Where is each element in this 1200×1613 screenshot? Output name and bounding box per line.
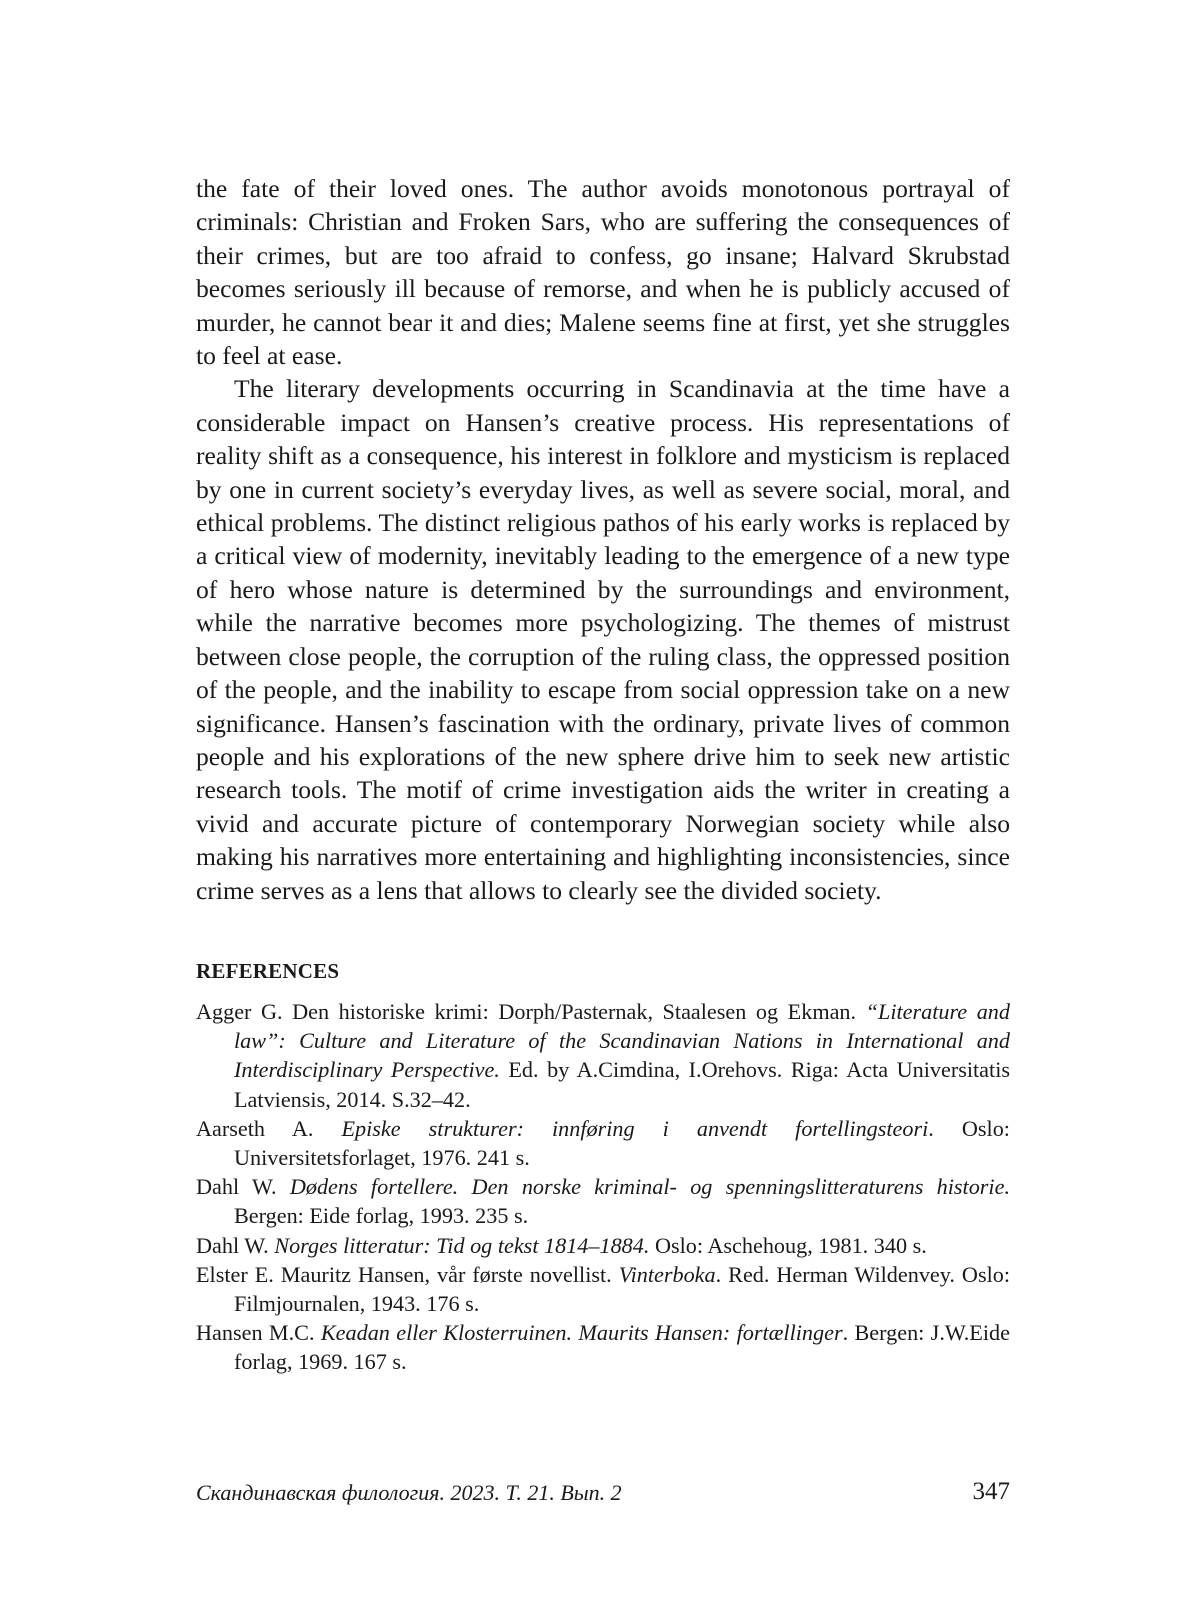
reference-text: Bergen: Eide forlag, 1993. 235 s. (234, 1203, 529, 1229)
journal-citation: Скандинавская филология. 2023. Т. 21. Вып. 2 (196, 1480, 622, 1505)
reference-item (196, 1172, 1010, 1230)
body-paragraph: The literary developments occurring in Scandinavia at the time have a considerable impact on Hansen’s creative process. His representations of reality shift as a consequence, his interest in folklore and mysticism is replaced by one in current society’s everyday lives, as well as severe social, moral, and ethical problems. The distinct religious pathos of his early works is replaced by a critical view of modernity, inevitably leading to the emergence of a new type of hero whose nature is determined by the surroundings and environment, while the narrative becomes more psychologizing. The themes of mistrust between close people, the corruption of the ruling class, the oppressed position of the people, and the inability to escape from social oppression take on a new significance. Hansen’s fascination with the ordinary, private lives of common people and his explorations of the new sphere drive him to seek new artistic research tools. The motif of crime investigation aids the writer in creating a vivid and accurate picture of contemporary Norwegian society while also making his narratives more entertaining and highlighting inconsistencies, since crime serves as a lens that allows to clearly see the divided society. (196, 374, 1010, 905)
reference-text: Elster E. Mauritz Hansen, vår første novellist. (196, 1261, 619, 1287)
reference-text: . Red. Herman Wildenvey. Oslo: Filmjournalen, 1943. 176 s. (234, 1261, 1010, 1316)
reference-text: Oslo: Aschehoug, 1981. 340 s. (649, 1232, 927, 1258)
reference-title: Dødens fortellere. Den norske kriminal- og spenningslitteraturens historie. (289, 1174, 1010, 1200)
reference-item (196, 1231, 1010, 1260)
reference-text: Dahl W. (196, 1232, 275, 1258)
body-paragraph: the fate of their loved ones. The author avoids monotonous portrayal of criminals: Christian and Froken Sars, who are suffering the consequences of their crimes, but are too afraid to confess, go insane; Halvard Skrubstad becomes seriously ill because of remorse, and when he is publicly accused of murder, he cannot bear it and dies; Malene seems fine at first, yet she struggles to feel at ease. (196, 174, 1010, 371)
reference-title: Keadan eller Klosterruinen. Maurits Hansen: fortællinger (320, 1320, 843, 1346)
reference-text: Aarseth A. (196, 1115, 342, 1141)
reference-text: Agger G. Den historiske krimi: Dorph/Pasternak, Staalesen og Ekman. (196, 998, 866, 1024)
page-content (196, 172, 1010, 1377)
reference-title: “Literature and law”: Culture and Literature of the Scandinavian Nations in International and Interdisciplinary Perspective. (234, 998, 1010, 1083)
reference-text: . Oslo: Universitetsforlaget, 1976. 241 s. (234, 1115, 1010, 1170)
page-footer (196, 1480, 1010, 1512)
reference-title: Norges litteratur: Tid og tekst 1814–1884. (274, 1232, 650, 1258)
reference-title: Episke strukturer: innføring i anvendt fortellingsteori (341, 1115, 929, 1141)
reference-item (196, 1260, 1010, 1318)
reference-title: Vinterboka (618, 1261, 716, 1287)
references-heading: REFERENCES (196, 958, 340, 983)
article-body (196, 172, 1010, 907)
reference-item (196, 997, 1010, 1114)
reference-item (196, 1318, 1010, 1376)
reference-text: Dahl W. (196, 1174, 290, 1200)
reference-text: Hansen M.C. (196, 1320, 321, 1346)
page-number: 347 (972, 1478, 1010, 1505)
reference-item (196, 1114, 1010, 1172)
reference-text: Ed. by A.Cimdina, I.Orehovs. Riga: Acta Universitatis Latviensis, 2014. S.32–42. (234, 1057, 1010, 1112)
references-list (196, 997, 1010, 1377)
reference-text: . Bergen: J.W.Eide forlag, 1969. 167 s. (234, 1320, 1010, 1375)
